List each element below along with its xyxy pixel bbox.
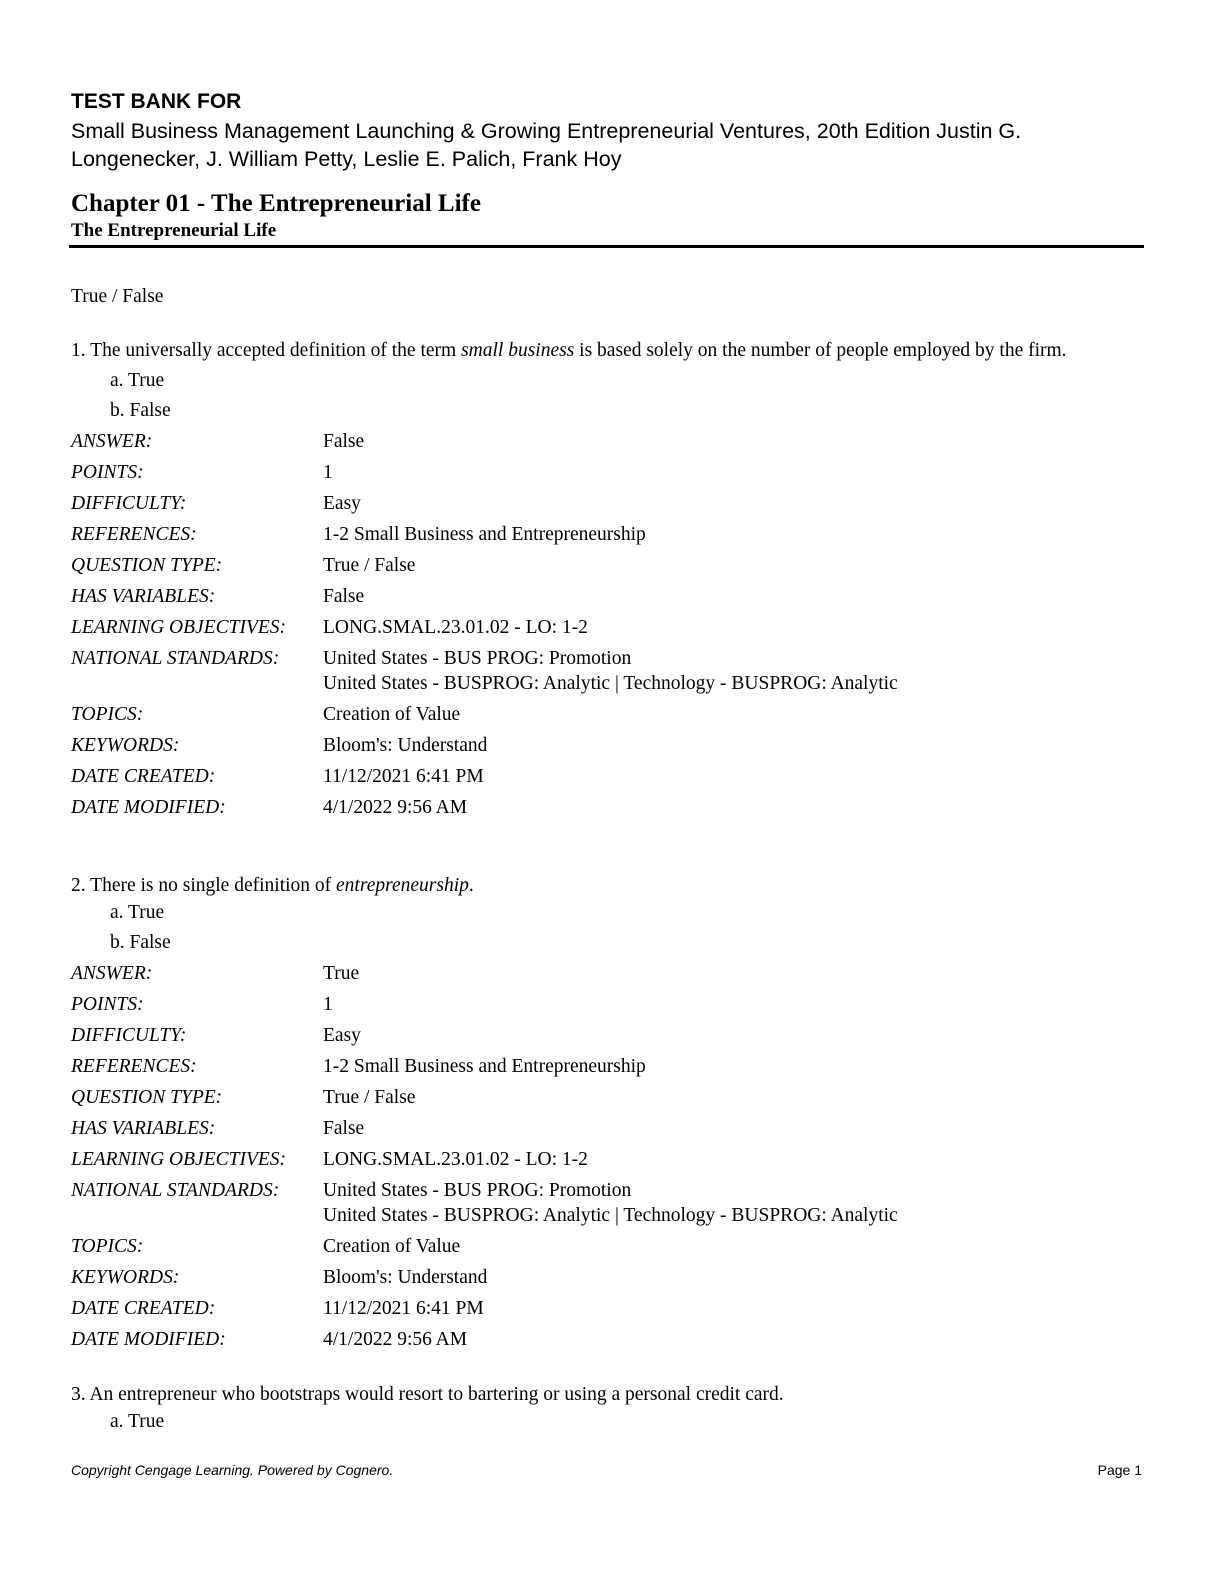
meta-key: QUESTION TYPE: [71, 555, 223, 576]
meta-key: ANSWER: [71, 963, 153, 984]
header-divider [69, 245, 1144, 248]
meta-key: LEARNING OBJECTIVES: [71, 617, 287, 638]
meta-row-topics [71, 699, 1146, 730]
option-a: a. True [110, 370, 165, 391]
stem-text-after: is based solely on the number of people employed by the firm. [574, 340, 1067, 361]
meta-key: KEYWORDS: [71, 1267, 180, 1288]
meta-key: DIFFICULTY: [71, 493, 187, 514]
meta-row-references [71, 519, 1146, 550]
meta-value: Creation of Value [323, 704, 461, 725]
meta-value: LONG.SMAL.23.01.02 - LO: 1-2 [323, 1149, 588, 1170]
meta-value: 1-2 Small Business and Entrepreneurship [323, 524, 646, 545]
book-info: Small Business Management Launching & Growing Entrepreneurial Ventures, 20th Edition Justin G. Longenecker, J. William Petty, Leslie E. Palich, Frank Hoy [71, 119, 1022, 171]
meta-row-references [71, 1051, 1146, 1082]
meta-value: 4/1/2022 9:56 AM [323, 797, 468, 818]
meta-value: False [323, 1118, 365, 1139]
meta-row-date-created [71, 1293, 1146, 1324]
meta-row-topics [71, 1231, 1146, 1262]
standard-line: United States - BUSPROG: Analytic | Technology - BUSPROG: Analytic [323, 673, 898, 694]
meta-key: POINTS: [71, 994, 144, 1015]
stem-text: An entrepreneur who bootstraps would resort to bartering or using a personal credit card. [89, 1384, 784, 1405]
meta-value: 1 [323, 462, 333, 483]
meta-value: 1 [323, 994, 333, 1015]
meta-value: 11/12/2021 6:41 PM [323, 1298, 484, 1319]
meta-value: Easy [323, 1025, 361, 1046]
meta-row-answer [71, 426, 1146, 457]
meta-value: Creation of Value [323, 1236, 461, 1257]
meta-value: Bloom's: Understand [323, 1267, 488, 1288]
meta-row-question-type [71, 550, 1146, 581]
meta-value: False [323, 431, 365, 452]
meta-key: HAS VARIABLES: [71, 1118, 216, 1139]
stem-italic-term: small business [461, 340, 575, 361]
meta-row-keywords [71, 1262, 1146, 1293]
option-a: a. True [110, 902, 165, 923]
stem-italic-term: entrepreneurship [336, 875, 469, 896]
question-1 [71, 338, 1146, 823]
question-stem [71, 1382, 1146, 1407]
meta-row-difficulty [71, 488, 1146, 519]
question-number: 3. [71, 1384, 86, 1405]
meta-value: False [323, 586, 365, 607]
meta-key: TOPICS: [71, 1236, 144, 1257]
meta-row-difficulty [71, 1020, 1146, 1051]
meta-key: REFERENCES: [71, 1056, 197, 1077]
question-3 [71, 1382, 1146, 1437]
stem-text: The universally accepted definition of the term [90, 340, 462, 361]
meta-key: TOPICS: [71, 704, 144, 725]
meta-key: DATE CREATED: [71, 1298, 216, 1319]
meta-key: LEARNING OBJECTIVES: [71, 1149, 287, 1170]
meta-row-national-standards [71, 1175, 1146, 1231]
meta-value: True [323, 963, 360, 984]
meta-row-has-variables [71, 1113, 1146, 1144]
meta-key: DATE CREATED: [71, 766, 216, 787]
question-stem [71, 338, 1146, 363]
meta-row-points [71, 989, 1146, 1020]
meta-row-points [71, 457, 1146, 488]
meta-value: True / False [323, 1087, 416, 1108]
meta-row-learning-objectives [71, 1144, 1146, 1175]
meta-key: NATIONAL STANDARDS: [71, 1180, 280, 1201]
meta-key: ANSWER: [71, 431, 153, 452]
question-number: 1. [71, 340, 86, 361]
chapter-title: Chapter 01 - The Entrepreneurial Life [71, 190, 481, 217]
chapter-subtitle: The Entrepreneurial Life [71, 220, 277, 241]
question-metadata [71, 958, 1146, 1355]
meta-row-date-modified [71, 792, 1146, 823]
meta-value [323, 1178, 1146, 1231]
meta-row-learning-objectives [71, 612, 1146, 643]
section-label: True / False [71, 286, 164, 307]
meta-row-has-variables [71, 581, 1146, 612]
meta-value: Easy [323, 493, 361, 514]
meta-row-date-modified [71, 1324, 1146, 1355]
option-b: b. False [110, 932, 171, 953]
meta-key: DIFFICULTY: [71, 1025, 187, 1046]
meta-key: QUESTION TYPE: [71, 1087, 223, 1108]
question-stem [71, 873, 1146, 898]
question-number: 2. [71, 875, 86, 896]
meta-value: 4/1/2022 9:56 AM [323, 1329, 468, 1350]
stem-text-after: . [468, 875, 474, 896]
meta-row-keywords [71, 730, 1146, 761]
option-b: b. False [110, 400, 171, 421]
meta-key: KEYWORDS: [71, 735, 180, 756]
question-2 [71, 873, 1146, 1355]
test-bank-label: TEST BANK FOR [71, 90, 242, 113]
stem-text: There is no single definition of [90, 875, 337, 896]
meta-row-question-type [71, 1082, 1146, 1113]
meta-row-date-created [71, 761, 1146, 792]
meta-value: LONG.SMAL.23.01.02 - LO: 1-2 [323, 617, 588, 638]
question-metadata [71, 426, 1146, 823]
meta-row-answer [71, 958, 1146, 989]
option-a: a. True [110, 1411, 165, 1432]
meta-value: True / False [323, 555, 416, 576]
footer-copyright: Copyright Cengage Learning. Powered by Cognero. [71, 1462, 394, 1478]
standard-line: United States - BUSPROG: Analytic | Technology - BUSPROG: Analytic [323, 1205, 898, 1226]
standard-line: United States - BUS PROG: Promotion [323, 648, 632, 669]
standard-line: United States - BUS PROG: Promotion [323, 1180, 632, 1201]
meta-key: NATIONAL STANDARDS: [71, 648, 280, 669]
meta-row-national-standards [71, 643, 1146, 699]
meta-key: DATE MODIFIED: [71, 797, 226, 818]
meta-key: DATE MODIFIED: [71, 1329, 226, 1350]
meta-value [323, 646, 1146, 699]
meta-key: POINTS: [71, 462, 144, 483]
meta-value: 1-2 Small Business and Entrepreneurship [323, 1056, 646, 1077]
meta-value: 11/12/2021 6:41 PM [323, 766, 484, 787]
meta-key: REFERENCES: [71, 524, 197, 545]
meta-key: HAS VARIABLES: [71, 586, 216, 607]
meta-value: Bloom's: Understand [323, 735, 488, 756]
page-number: Page 1 [1097, 1462, 1142, 1478]
